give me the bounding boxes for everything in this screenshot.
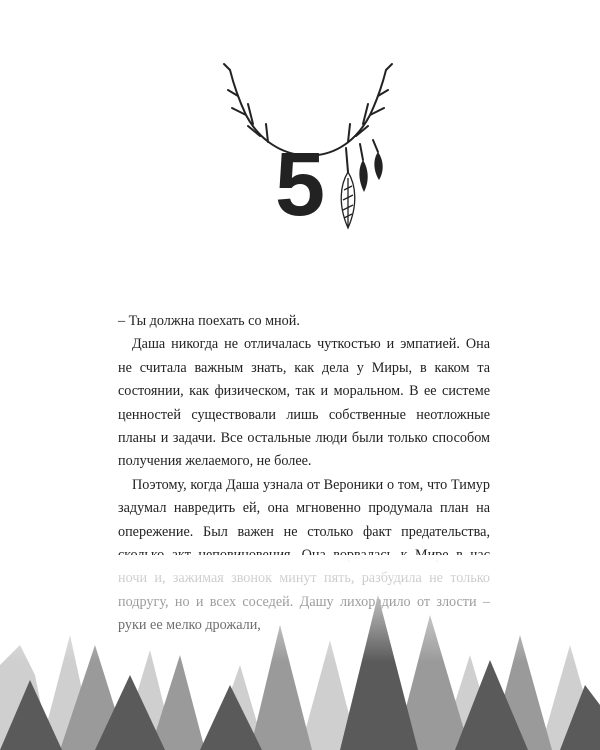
paragraph-1: – Ты должна поехать со мной. <box>118 313 300 329</box>
svg-text:5: 5 <box>274 135 326 230</box>
paragraph-2: Даша никогда не отличалась чуткостью и эмпатией. Она не считала важным знать, как дела у Миры, в каком та состоянии, как физическом, так и моральном. В ее системе ценностей существовали лишь собственные неотложные планы и задачи. Все остальные люди были только способом получения желаемого, не более. <box>118 336 490 470</box>
misty-forest-icon <box>0 555 600 750</box>
paragraph-3: Поэтому, когда Даша узнала от Вероники о том, что Тимур задумал навредить ей, она мгновенно продумала план на опережение. Был важен не столько факт предательства, <box>118 476 490 540</box>
chapter-number <box>270 135 330 230</box>
